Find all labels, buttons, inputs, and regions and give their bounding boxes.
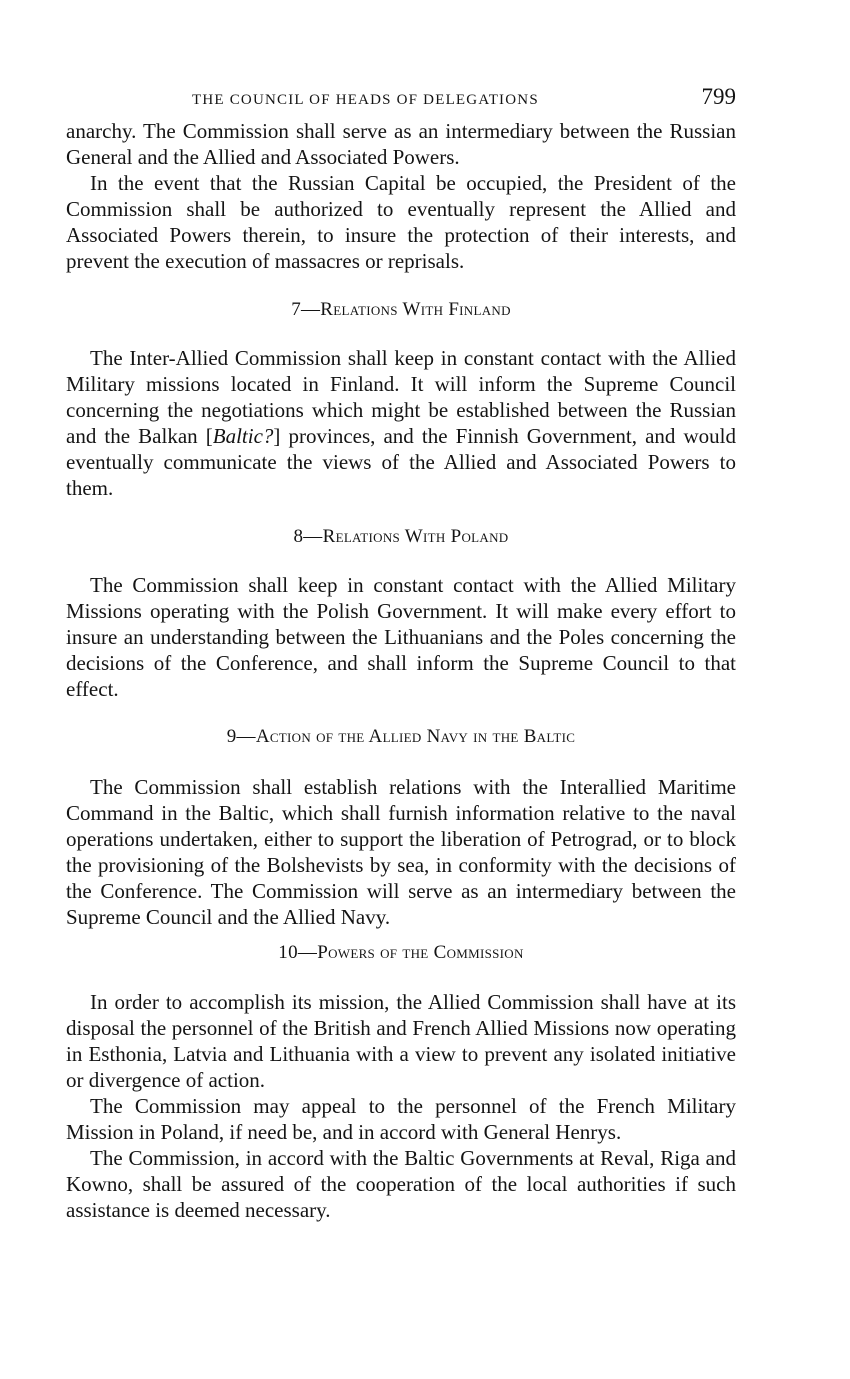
paragraph-finland-text-1: The Inter-Allied Commission shall keep in constant contact with the Allied Military missions located in Finland. It will inform the Supreme Council concerning the negotiations which might be established between the Russian and the Balkan [: [66, 346, 736, 448]
page-number: 799: [701, 84, 736, 109]
paragraph-powers-2: The Commission may appeal to the personnel of the French Military Mission in Poland, if need be, and in accord with General Henrys.: [66, 1094, 736, 1144]
section-heading-poland: 8—Relations With Poland: [293, 526, 509, 547]
paragraph-powers-3: The Commission, in accord with the Baltic Governments at Reval, Riga and Kowno, shall be assured of the cooperation of the local authorities if such assistance is deemed necessary.: [66, 1146, 736, 1222]
running-head: [66, 84, 736, 118]
paragraph-continued: anarchy. The Commission shall serve as an intermediary between the Russian General and the Allied and Associated Powers.: [66, 119, 736, 169]
paragraph-finland: [66, 345, 736, 501]
paragraph-capital-occupation: In the event that the Russian Capital be occupied, the President of the Commission shall be authorized to eventually represent the Allied and Associated Powers therein, to insure the protection of their interests, and prevent the execution of massacres or reprisals.: [66, 171, 736, 273]
paragraph-navy: The Commission shall establish relations with the Interallied Maritime Command in the Baltic, which shall furnish information relative to the naval operations undertaken, either to support the liberation of Petrograd, or to block the provisioning of the Bolshevists by sea, in conformity with the decisions of the Conference. The Commission will serve as an intermediary between the Supreme Council and the Allied Navy.: [66, 775, 736, 929]
section-heading-powers: 10—Powers of the Commission: [278, 942, 524, 963]
paragraph-finland-text-2: ] provinces, and the Finnish Government, and would eventually communicate the views of the Allied and Associated Powers to them.: [66, 424, 737, 500]
paragraph-powers-1: In order to accomplish its mission, the Allied Commission shall have at its disposal the personnel of the British and French Allied Missions now operating in Esthonia, Latvia and Lithuania with a view to prevent any isolated initiative or divergence of action.: [66, 990, 736, 1092]
paragraph-poland: The Commission shall keep in constant contact with the Allied Military Missions operating with the Polish Government. It will make every effort to insure an understanding between the Lithuanians and the Poles concerning the decisions of the Conference, and shall inform the Supreme Council to that effect.: [66, 573, 736, 701]
document-page: [66, 84, 736, 1223]
section-heading-navy: 9—Action of the Allied Navy in the Baltic: [226, 726, 576, 747]
paragraph-finland-italic: Baltic?: [212, 424, 274, 448]
section-heading-finland: 7—Relations With Finland: [291, 299, 511, 320]
running-title: THE COUNCIL OF HEADS OF DELEGATIONS: [192, 92, 539, 108]
